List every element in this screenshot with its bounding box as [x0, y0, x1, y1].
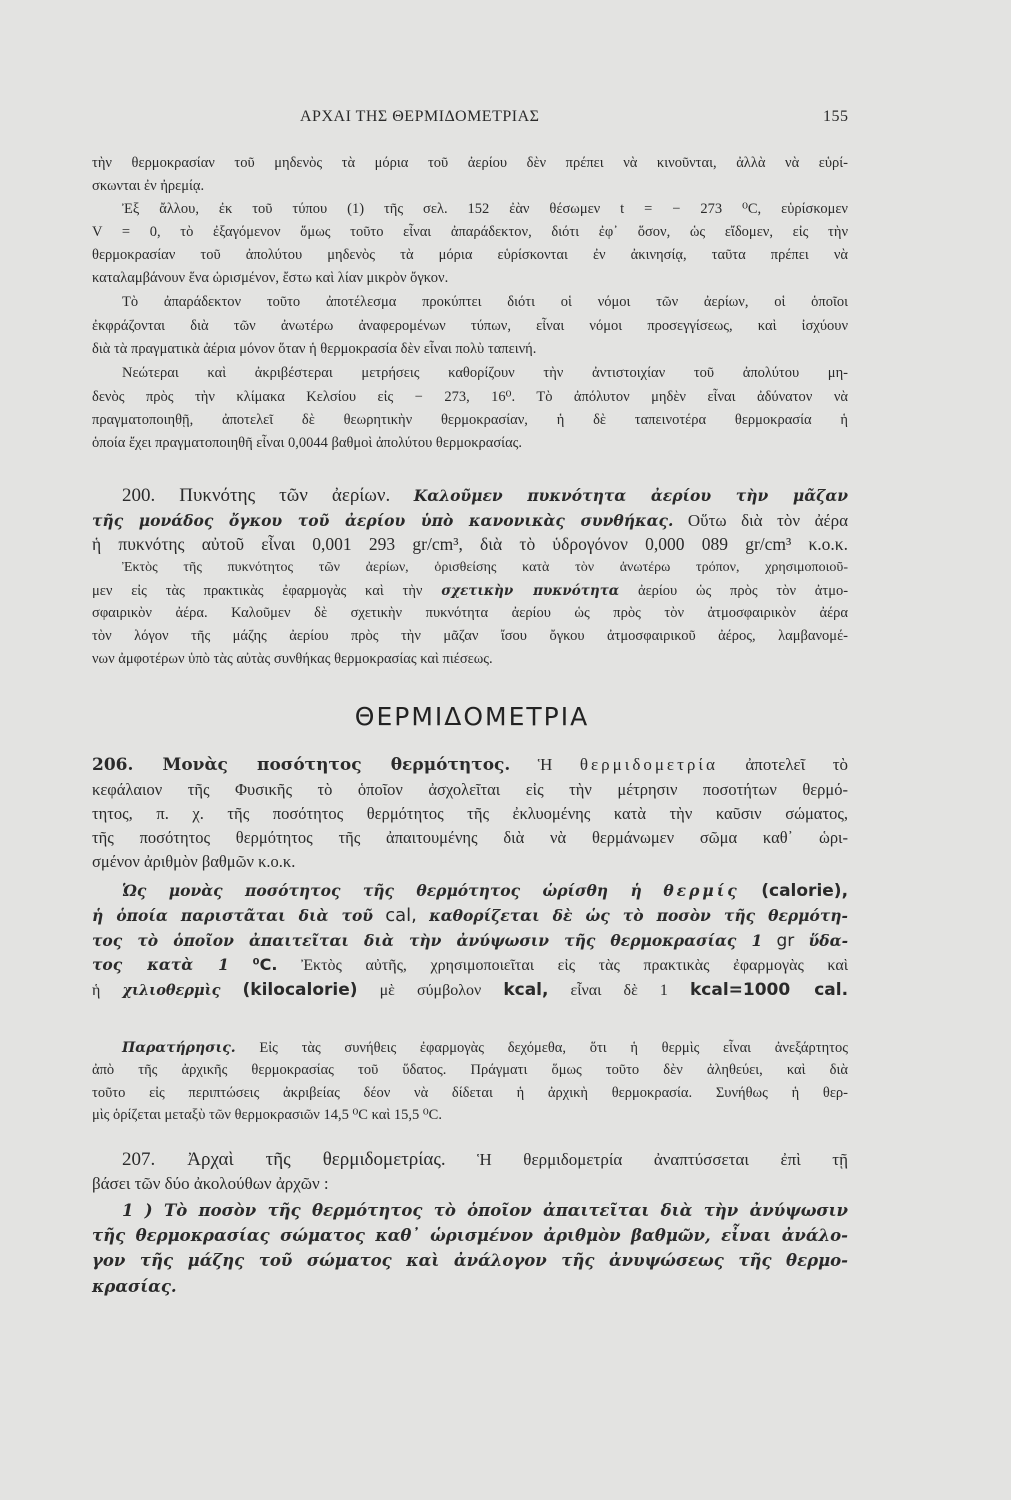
- text: μὲ σύμβολον: [379, 982, 482, 999]
- text-line: [92, 755, 848, 775]
- unit-symbol: cal,: [385, 905, 417, 926]
- text: ἀποτελεῖ τὸ: [745, 755, 849, 774]
- text-line: [92, 955, 848, 976]
- text-line: σκωνται ἐν ἠρεμίᾳ.: [92, 178, 205, 194]
- unit-symbol: kcal,: [503, 980, 549, 1000]
- text-line: [122, 486, 848, 506]
- text-line: Ἐξ ἄλλου, ἐκ τοῦ τύπου (1) τῆς σελ. 152 ἐὰν θέσωμεν t = − 273 ⁰C, εὑρίσκομεν: [122, 201, 848, 217]
- emphasis: χιλιοθερμὶς: [122, 982, 221, 999]
- text-line: [92, 980, 848, 1001]
- running-title: ΑΡΧΑΙ ΤΗΣ ΘΕΡΜΙΔΟΜΕΤΡΙΑΣ: [300, 108, 540, 125]
- text-line: [92, 511, 848, 531]
- section-heading: 200. Πυκνότης τῶν ἀερίων.: [122, 485, 391, 506]
- text-line: [122, 1038, 848, 1058]
- definition-text: τος τὸ ὁποῖον ἀπαιτεῖται διὰ τὴν ἀνύψωσιν τῆς θερμοκρασίας 1: [92, 931, 763, 950]
- text: εἶναι δὲ 1: [570, 982, 668, 999]
- text-line: τὴν θερμοκρασίαν τοῦ μηδενὸς τὰ μόρια τοῦ ἀερίου δὲν πρέπει νὰ κινοῦνται, ἀλλὰ νὰ εὑρί-: [92, 155, 848, 171]
- text-line: ἐκφράζονται διὰ τῶν ἀνωτέρω ἀναφερομένων τύπων, εἶναι νόμοι προσεγγίσεως, καὶ ἰσχύουν: [92, 318, 848, 334]
- text-line: τὸν λόγον τῆς μάζης ἀερίου πρὸς τὴν μᾶζαν ἴσου ὄγκου ἀτμοσφαιρικοῦ ἀέρος, λαμβανομέ-: [92, 628, 848, 644]
- text: μεν εἰς τὰς πρακτικὰς ἐφαρμογὰς καὶ τὴν: [92, 583, 423, 599]
- text: ἡ: [92, 982, 101, 999]
- text-line: διὰ τὰ πραγματικὰ ἀέρια μόνον ὅταν ἡ θερμοκρασία δὲν εἶναι πολὺ ταπεινή.: [92, 341, 537, 357]
- definition-text: καθορίζεται δὲ ὡς τὸ ποσὸν τῆς θερμότη-: [429, 906, 848, 925]
- text: Ἡ θερμιδομετρία ἀναπτύσσεται ἐπὶ τῇ: [477, 1150, 849, 1169]
- text: ἀερίου ὡς πρὸς τὸν ἀτμο-: [637, 583, 849, 599]
- text-line: σφαιρικὸν ἀέρα. Καλοῦμεν δὲ σχετικὴν πυκνότητα ἀερίου ὡς πρὸς τὸν ἀτμοσφαιρικὸν ἀέρα: [92, 605, 848, 621]
- text: Οὕτω διὰ τὸν ἀέρα: [687, 511, 849, 530]
- text-line: 1 ) Τὸ ποσὸν τῆς θερμότητος τὸ ὁποῖον ἀπαιτεῖται διὰ τὴν ἀνύψωσιν: [122, 1201, 848, 1220]
- note-label: Παρατήρησις.: [122, 1040, 236, 1056]
- term-latin: (calorie),: [761, 881, 849, 901]
- text: Εἰς τὰς συνήθεις ἐφαρμογὰς δεχόμεθα, ὅτι ἡ θερμὶς εἶναι ἀνεξάρτητος: [259, 1040, 848, 1056]
- definition-text: ὕδα-: [808, 931, 849, 950]
- text-line: [92, 581, 848, 601]
- definition-text: τος κατὰ 1: [92, 955, 229, 974]
- text: Ἐκτὸς αὐτῆς, χρησιμοποιεῖται εἰς τὰς πρακτικὰς ἐφαρμογὰς καὶ: [301, 957, 849, 974]
- term-latin: (kilocalorie): [242, 980, 358, 1000]
- text-line: [122, 1150, 848, 1170]
- text-line: ἡ πυκνότης αὐτοῦ εἶναι 0,001 293 gr/cm³, διὰ τὸ ὑδρογόνον 0,000 089 gr/cm³ κ.ο.κ.: [92, 534, 848, 554]
- chapter-title: ΘΕΡΜΙΔΟΜΕΤΡΙΑ: [354, 702, 590, 731]
- section-heading: 206. Μονὰς ποσότητος θερμότητος.: [92, 755, 511, 775]
- definition-text: τῆς μονάδος ὄγκου τοῦ ἀερίου ὑπὸ κανονικὰς συνθήκας.: [92, 511, 674, 530]
- definition-text: Ὡς μονὰς ποσότητος τῆς θερμότητος ὡρίσθη ἡ: [122, 881, 642, 900]
- text-line: δενὸς πρὸς τὴν κλίμακα Κελσίου εἰς − 273, 16⁰. Τὸ ἀπόλυτον μηδὲν εἶναι ἀδύνατον νὰ: [92, 389, 848, 405]
- text-line: Ἐκτὸς τῆς πυκνότητος τῶν ἀερίων, ὁρισθείσης κατὰ τὸν ἀνωτέρω τρόπον, χρησιμοποιοῦ-: [122, 560, 848, 575]
- equation: kcal=1000 cal.: [689, 980, 849, 1000]
- text: Ἡ: [537, 755, 553, 774]
- text-line: γον τῆς μάζης τοῦ σώματος καὶ ἀνάλογον τῆς ἀνυψώσεως τῆς θερμο-: [92, 1251, 848, 1270]
- text-line: κρασίας.: [92, 1277, 177, 1296]
- text-line: νων ἀμφοτέρων ὑπὸ τὰς αὐτὰς συνθήκας θερμοκρασίας καὶ πιέσεως.: [92, 651, 493, 667]
- text-line: σμένον ἀριθμὸν βαθμῶν κ.ο.κ.: [92, 852, 296, 871]
- text-line: [92, 905, 848, 926]
- unit-symbol: ⁰C.: [252, 955, 278, 974]
- text-line: θερμοκρασίαν τοῦ ἀπολύτου μηδενὸς τὰ μόρια εὑρίσκονται ἐν ἀκινησίᾳ, ταῦτα πρέπει νὰ: [92, 247, 848, 263]
- text-line: τοῦτο εἰς περιπτώσεις ἀκριβείας δέον νὰ δίδεται ἡ ἀρχικὴ θερμοκρασία. Συνήθως ἡ θερ-: [92, 1085, 848, 1101]
- text-line: Τὸ ἀπαράδεκτον τοῦτο ἀποτέλεσμα προκύπτει διότι οἱ νόμοι τῶν ἀερίων, οἱ ὁποῖοι: [122, 294, 848, 310]
- text-line: καταλαμβάνουν ἕνα ὡρισμένον, ἔστω καὶ λίαν μικρὸν ὄγκον.: [92, 270, 449, 286]
- text-line: βάσει τῶν δύο ἀκολούθων ἀρχῶν :: [92, 1174, 329, 1193]
- text-line: πραγματοποιηθῇ, ἀποτελεῖ δὲ θεωρητικὴν θερμοκρασίαν, ἡ δὲ ταπεινοτέρα θερμοκρασία ἡ: [92, 412, 848, 428]
- definition-text: Καλοῦμεν πυκνότητα ἀερίου τὴν μᾶζαν: [413, 486, 849, 505]
- text-line: κεφάλαιον τῆς Φυσικῆς τὸ ὁποῖον ἀσχολεῖται εἰς τὴν μέτρησιν ποσοτήτων θερμό-: [92, 780, 848, 799]
- section-heading: 207. Ἀρχαὶ τῆς θερμιδομετρίας.: [122, 1149, 446, 1170]
- text-line: τῆς ποσότητος θερμότητος τῆς ἀπαιτουμένης διὰ νὰ θερμάνωμεν σῶμα καθ᾽ ὡρι-: [92, 828, 848, 847]
- unit-symbol: gr: [776, 931, 795, 951]
- text-line: [122, 880, 848, 901]
- text-line: Νεώτεραι καὶ ἀκριβέστεραι μετρήσεις καθορίζουν τὴν ἀντιστοιχίαν τοῦ ἀπολύτου μη-: [122, 365, 848, 381]
- definition-text: ἡ ὁποία παριστᾶται διὰ τοῦ: [92, 906, 374, 925]
- text-line: ὁποία ἔχει πραγματοποιηθῆ εἶναι 0,0044 βαθμοὶ ἀπολύτου θερμοκρασίας.: [92, 435, 523, 451]
- text-line: μὶς ὁρίζεται μεταξὺ τῶν θερμοκρασιῶν 14,5 ⁰C καὶ 15,5 ⁰C.: [92, 1107, 442, 1123]
- page-number: 155: [823, 108, 849, 125]
- text-line: V = 0, τὸ ἐξαγόμενον ὅμως τοῦτο εἶναι ἀπαράδεκτον, διότι ἐφ᾽ ὅσον, ὡς εἴδομεν, εἰς τὴν: [92, 224, 848, 240]
- text-line: [92, 930, 848, 951]
- text-line: τητος, π. χ. τῆς ποσότητος θερμότητος τῆς ἐκλυομένης κατὰ τὴν καῦσιν σώματος,: [92, 804, 848, 823]
- text-line: τῆς θερμοκρασίας σώματος καθ᾽ ὡρισμένον ἀριθμὸν βαθμῶν, εἶναι ἀνάλο-: [92, 1226, 848, 1245]
- spaced-term: θερμιδομετρία: [579, 755, 718, 774]
- emphasis: σχετικὴν πυκνότητα: [441, 583, 620, 599]
- spaced-term: θερμίς: [663, 881, 740, 900]
- text-line: ἀπὸ τῆς ἀρχικῆς θερμοκρασίας τοῦ ὕδατος. Πράγματι ὅμως τοῦτο δὲν ἀληθεύει, καὶ διὰ: [92, 1062, 848, 1078]
